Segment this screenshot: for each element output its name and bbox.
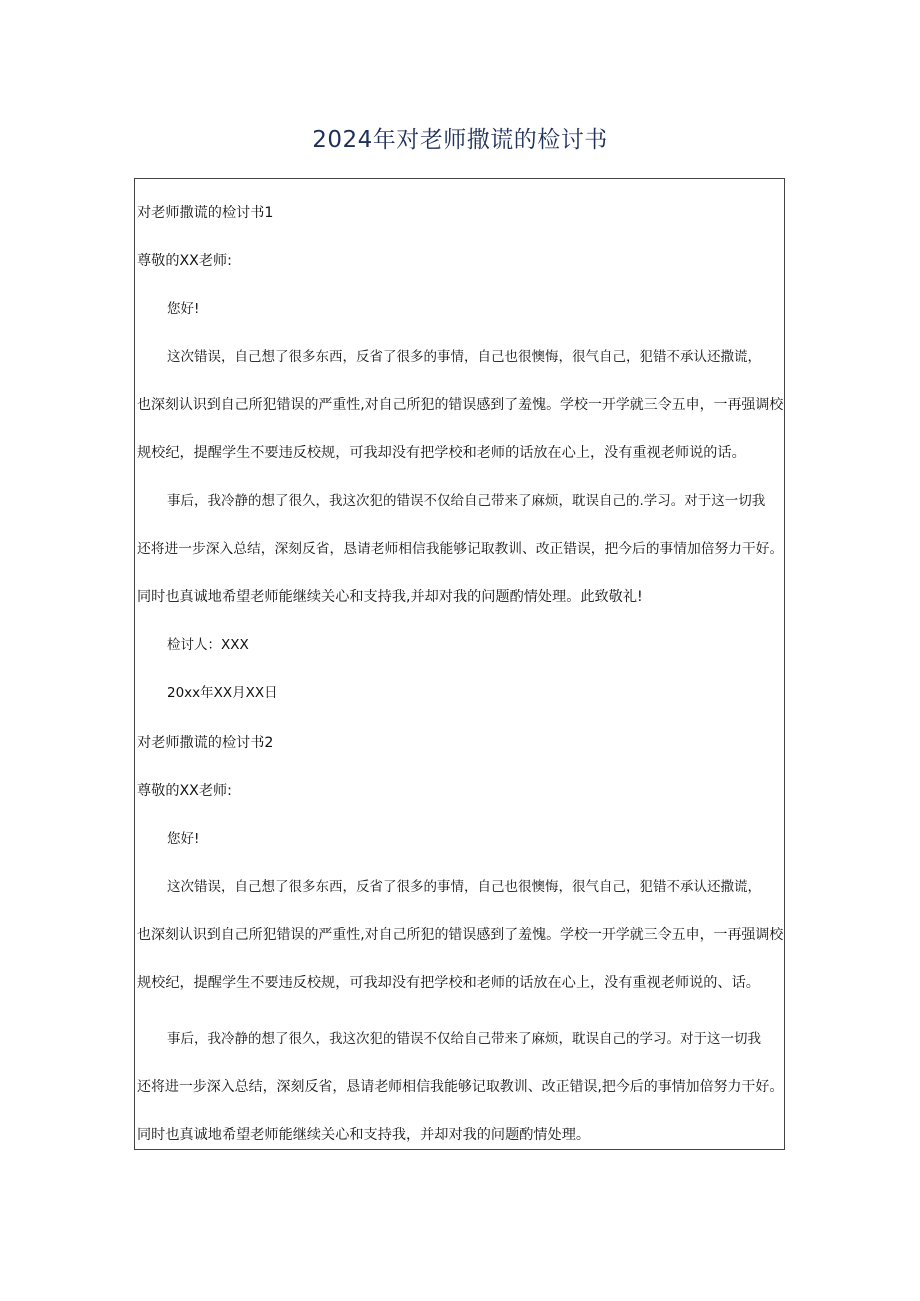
- letter2-para1-line2: 也深刻认识到自己所犯错误的严重性,对自己所犯的错误感到了羞愧。学校一开学就三令五申，一再强调校: [137, 927, 784, 943]
- letter2-para2-line3: 同时也真诚地希望老师能继续关心和支持我，并却对我的问题酌情处理。: [137, 1127, 591, 1143]
- letter2-greeting: 您好!: [167, 831, 200, 847]
- letter1-para1-line3: 规校纪，提醒学生不要违反校规，可我却没有把学校和老师的话放在心上，没有重视老师说的话。: [137, 445, 746, 461]
- letter1-heading: 对老师撒谎的检讨书1: [137, 205, 274, 221]
- letter1-para1-line2: 也深刻认识到自己所犯错误的严重性,对自己所犯的错误感到了羞愧。学校一开学就三令五申，一再强调校: [137, 397, 784, 413]
- letter2-para1-line3: 规校纪，提醒学生不要违反校规，可我却没有把学校和老师的话放在心上，没有重视老师说的、话。: [137, 975, 760, 991]
- document-frame: [134, 178, 785, 1150]
- letter1-greeting: 您好!: [167, 301, 200, 317]
- letter1-salutation: 尊敬的XX老师:: [137, 253, 232, 269]
- letter2-salutation: 尊敬的XX老师:: [137, 783, 232, 799]
- letter1-signer: 检讨人：XXX: [167, 637, 249, 653]
- letter1-date: 20xx年XX月XX日: [167, 685, 278, 701]
- page-title: 2024年对老师撒谎的检讨书: [312, 127, 608, 153]
- letter2-para2-line1: 事后，我冷静的想了很久，我这次犯的错误不仅给自己带来了麻烦，耽误自己的学习。对于这一切我: [167, 1031, 761, 1047]
- letter2-heading: 对老师撒谎的检讨书2: [137, 735, 274, 751]
- letter2-para1-line1: 这次错误，自己想了很多东西，反省了很多的事情，自己也很懊悔，很气自己，犯错不承认还撒谎，: [167, 879, 761, 895]
- letter1-para2-line2: 还将进一步深入总结，深刻反省，恳请老师相信我能够记取教训、改正错误，把今后的事情加倍努力干好。: [137, 541, 784, 557]
- letter1-para1-line1: 这次错误，自己想了很多东西，反省了很多的事情，自己也很懊悔，很气自己，犯错不承认还撒谎，: [167, 349, 761, 365]
- letter1-para2-line3: 同时也真诚地希望老师能继续关心和支持我,并却对我的问题酌情处理。此致敬礼!: [137, 589, 643, 605]
- letter2-para2-line2: 还将进一步深入总结，深刻反省，恳请老师相信我能够记取教训、改正错误,把今后的事情加倍努力干好。: [137, 1079, 784, 1095]
- letter1-para2-line1: 事后，我冷静的想了很久，我这次犯的错误不仅给自己带来了麻烦，耽误自己的.学习。对于这一切我: [167, 493, 766, 509]
